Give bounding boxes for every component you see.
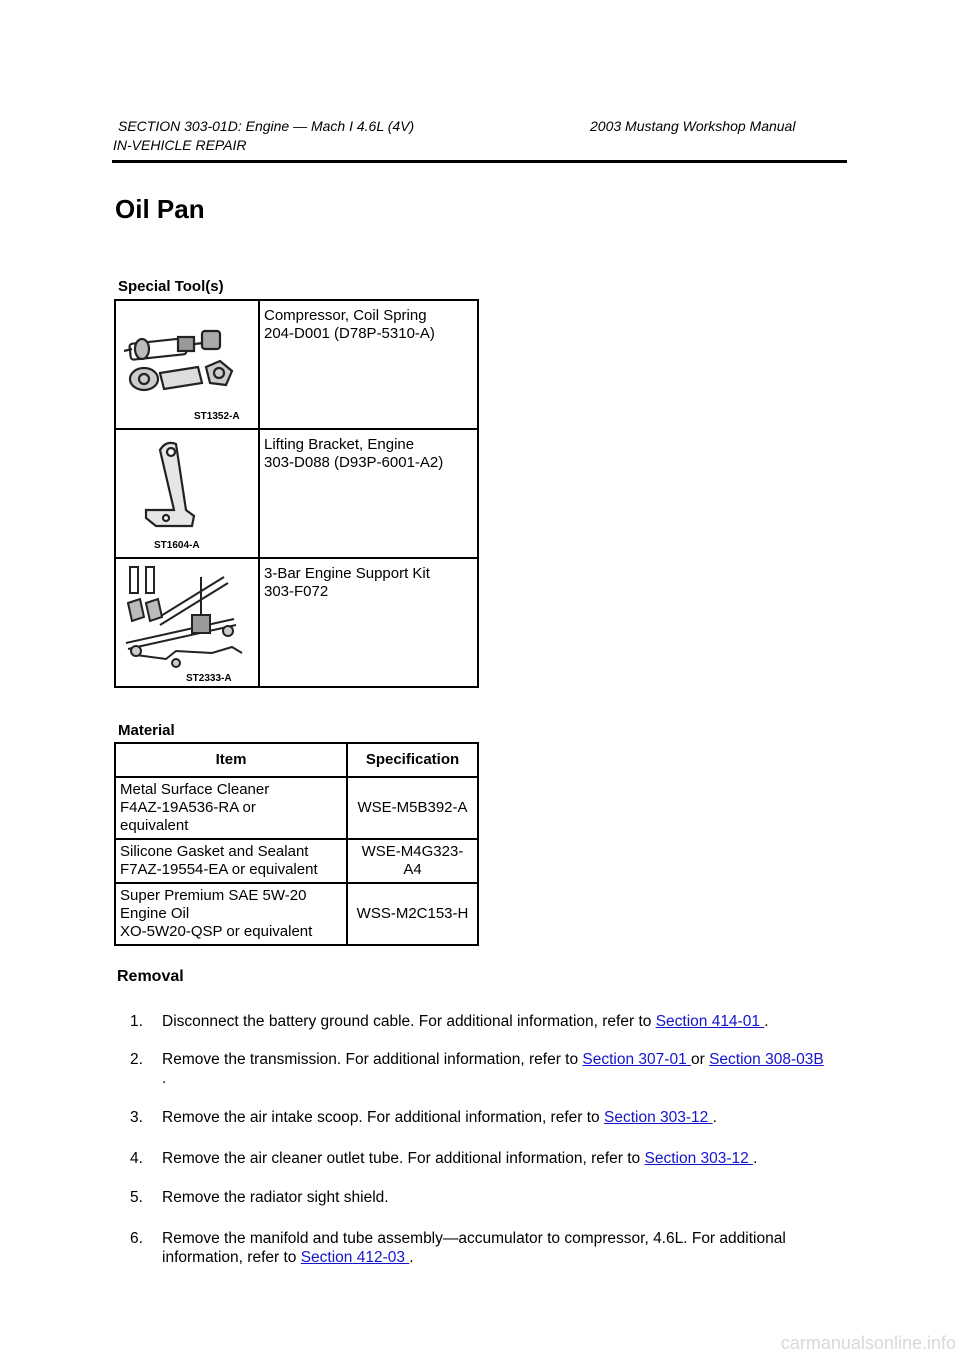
section-link[interactable]: Section 412-03 xyxy=(300,1249,410,1266)
material-item xyxy=(115,777,347,839)
material-item-line: XO-5W20-QSP or equivalent xyxy=(120,923,313,940)
material-spec xyxy=(347,839,478,883)
step-text: Remove the radiator sight shield. xyxy=(162,1189,389,1206)
tool-name: Compressor, Coil Spring xyxy=(264,307,427,324)
step-number: 3. xyxy=(130,1109,143,1126)
material-item xyxy=(115,883,347,945)
material-spec-line: WSE-M5B392-A xyxy=(357,799,468,816)
step-connector: or xyxy=(691,1051,710,1068)
tool-description xyxy=(259,300,478,429)
tool-number: 303-F072 xyxy=(264,583,329,600)
section-subtitle: IN-VEHICLE REPAIR xyxy=(113,137,247,153)
tool-image-cell xyxy=(115,429,259,558)
section-header: SECTION 303-01D: Engine — Mach I 4.6L (4V) xyxy=(118,118,415,134)
step-end: . xyxy=(753,1150,758,1167)
removal-step xyxy=(130,1012,830,1031)
watermark: carmanualsonline.info xyxy=(780,1333,956,1353)
step-number: 6. xyxy=(130,1230,143,1247)
removal-step xyxy=(130,1108,830,1127)
tool-name: 3-Bar Engine Support Kit xyxy=(264,565,430,582)
material-header-row xyxy=(115,743,478,777)
step-text: Remove the air cleaner outlet tube. For additional information, refer to xyxy=(162,1150,645,1167)
manual-title: 2003 Mustang Workshop Manual xyxy=(590,118,796,134)
tool-row xyxy=(115,300,478,429)
step-text: Remove the air intake scoop. For additional information, refer to xyxy=(162,1109,604,1126)
table-row xyxy=(115,883,478,945)
section-link[interactable]: Section 303-12 xyxy=(644,1150,754,1167)
material-item-line: equivalent xyxy=(120,817,189,834)
removal-step xyxy=(130,1050,830,1088)
material-spec-line: WSS-M2C153-H xyxy=(356,905,469,922)
material-item-line: F4AZ-19A536-RA or xyxy=(120,799,256,816)
tool-image-cell xyxy=(115,300,259,429)
table-row xyxy=(115,839,478,883)
section-link[interactable]: Section 307-01 xyxy=(582,1051,691,1068)
tool-row xyxy=(115,558,478,687)
tool-image-label: ST1604-A xyxy=(154,540,200,551)
column-header-item: Item xyxy=(115,743,347,777)
tool-description xyxy=(259,558,478,687)
step-end: . xyxy=(764,1013,769,1030)
tool-name: Lifting Bracket, Engine xyxy=(264,436,415,453)
material-spec-line: WSE-M4G323- xyxy=(361,843,464,860)
step-number: 4. xyxy=(130,1150,143,1167)
tool-image-cell xyxy=(115,558,259,687)
table-row xyxy=(115,777,478,839)
column-header-specification: Specification xyxy=(347,743,478,777)
page-title: Oil Pan xyxy=(115,194,205,224)
removal-heading: Removal xyxy=(117,968,184,985)
header-rule xyxy=(112,160,847,163)
step-text: Remove the transmission. For additional information, refer to xyxy=(162,1051,583,1068)
coil-spring-compressor-icon xyxy=(116,301,258,428)
step-number: 1. xyxy=(130,1013,143,1030)
tool-number: 204-D001 (D78P-5310-A) xyxy=(264,325,435,342)
material-item-line: Silicone Gasket and Sealant xyxy=(120,843,309,860)
step-text: Disconnect the battery ground cable. For additional information, refer to xyxy=(162,1013,656,1030)
tool-row xyxy=(115,429,478,558)
step-end: . xyxy=(409,1249,414,1266)
special-tools-table xyxy=(114,299,479,688)
material-item xyxy=(115,839,347,883)
section-link[interactable]: Section 414-01 xyxy=(655,1013,765,1030)
special-tools-caption: Special Tool(s) xyxy=(118,278,224,295)
tool-number: 303-D088 (D93P-6001-A2) xyxy=(264,454,444,471)
step-end: . xyxy=(712,1109,717,1126)
material-table xyxy=(114,742,479,946)
removal-step xyxy=(130,1188,830,1207)
tool-image-label: ST2333-A xyxy=(186,673,232,684)
material-item-line: Engine Oil xyxy=(120,905,190,922)
engine-lifting-bracket-icon xyxy=(116,430,258,557)
engine-support-kit-icon xyxy=(116,559,258,686)
material-item-line: Metal Surface Cleaner xyxy=(120,781,270,798)
removal-step xyxy=(130,1229,830,1267)
material-spec xyxy=(347,883,478,945)
material-spec-line: A4 xyxy=(403,861,422,878)
section-link[interactable]: Section 303-12 xyxy=(603,1109,713,1126)
tool-image-label: ST1352-A xyxy=(194,411,240,422)
removal-step xyxy=(130,1149,830,1168)
material-spec xyxy=(347,777,478,839)
step-text: Remove the manifold and tube assembly—accumulator to compressor, 4.6L. For additional information, refer to xyxy=(162,1230,786,1266)
step-number: 2. xyxy=(130,1051,143,1068)
section-link[interactable]: Section 308-03B xyxy=(709,1051,824,1068)
material-caption: Material xyxy=(118,722,175,739)
step-end: . xyxy=(162,1070,167,1087)
material-item-line: F7AZ-19554-EA or equivalent xyxy=(120,861,318,878)
material-item-line: Super Premium SAE 5W-20 xyxy=(120,887,307,904)
tool-description xyxy=(259,429,478,558)
step-number: 5. xyxy=(130,1189,143,1206)
